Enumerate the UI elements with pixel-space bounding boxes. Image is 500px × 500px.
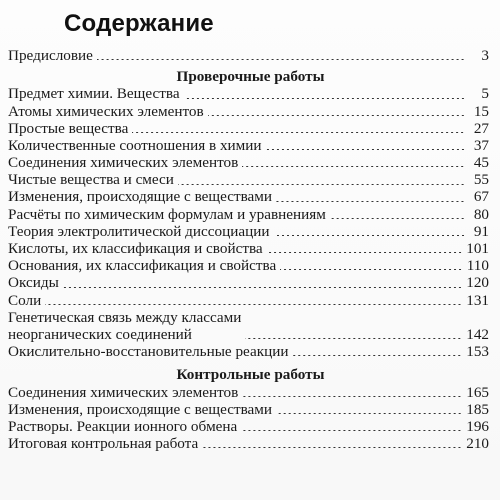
toc-entry-label-line: неорганических соединений bbox=[8, 326, 192, 343]
section-heading-tests: Проверочные работы bbox=[176, 68, 325, 86]
toc-entry[interactable] bbox=[8, 274, 489, 291]
toc-entry-label: Расчёты по химическим формулам и уравнениям bbox=[8, 205, 326, 223]
toc-entry-page: 165 bbox=[466, 383, 489, 401]
toc-entry-label: Чистые вещества и смеси bbox=[8, 171, 174, 189]
toc-entry[interactable] bbox=[8, 120, 489, 137]
table-of-contents bbox=[8, 47, 489, 452]
toc-entry-page: 80 bbox=[473, 205, 489, 223]
toc-entry-page: 131 bbox=[466, 291, 489, 309]
toc-entry[interactable] bbox=[8, 154, 489, 171]
toc-entry[interactable] bbox=[8, 85, 489, 102]
toc-entry-page: 27 bbox=[473, 119, 489, 137]
toc-entry[interactable] bbox=[8, 343, 489, 360]
toc-entry-label: Соединения химических элементов bbox=[8, 383, 239, 401]
toc-entry[interactable] bbox=[8, 206, 489, 223]
toc-entry[interactable] bbox=[8, 418, 489, 435]
toc-entry-label: Растворы. Реакции ионного обмена bbox=[8, 417, 238, 435]
leader-dots bbox=[245, 338, 462, 339]
leader-dots bbox=[63, 287, 462, 288]
leader-dots bbox=[97, 59, 465, 60]
toc-entry-page: 37 bbox=[473, 136, 489, 154]
toc-entry-page: 101 bbox=[466, 240, 489, 258]
leader-dots bbox=[184, 98, 465, 99]
toc-entry-page: 45 bbox=[473, 154, 489, 172]
toc-entry[interactable] bbox=[8, 384, 489, 401]
toc-entry-label: Кислоты, их классификация и свойства bbox=[8, 240, 263, 258]
toc-entry[interactable] bbox=[8, 257, 489, 274]
leader-dots bbox=[330, 218, 465, 219]
toc-entry-label: Теория электролитической диссоциации bbox=[8, 222, 270, 240]
leader-dots bbox=[292, 355, 462, 356]
leader-dots bbox=[242, 396, 462, 397]
leader-dots bbox=[132, 132, 465, 133]
toc-entry-page: 3 bbox=[481, 46, 489, 64]
leader-dots bbox=[280, 269, 463, 270]
leader-dots bbox=[202, 447, 462, 448]
toc-entry-page: 210 bbox=[466, 435, 489, 453]
toc-entry-label: Атомы химических элементов bbox=[8, 102, 204, 120]
toc-entry-page: 15 bbox=[473, 102, 489, 120]
toc-entry[interactable] bbox=[8, 292, 489, 309]
toc-entry[interactable] bbox=[8, 171, 489, 188]
toc-entry-page: 120 bbox=[466, 274, 489, 292]
toc-entry-page: 153 bbox=[466, 343, 489, 361]
toc-entry-page: 5 bbox=[481, 85, 489, 103]
toc-entry[interactable] bbox=[8, 137, 489, 154]
toc-entry-label: Оксиды bbox=[8, 274, 59, 292]
toc-entry-page: 196 bbox=[466, 417, 489, 435]
toc-entry-page: 110 bbox=[466, 257, 489, 275]
toc-entry-page: 142 bbox=[466, 326, 489, 343]
toc-entry-label: Соединения химических элементов bbox=[8, 154, 239, 172]
toc-entry-label: Окислительно-восстановительные реакции bbox=[8, 343, 289, 361]
toc-entry-label: Предисловие bbox=[8, 46, 93, 64]
leader-dots bbox=[266, 149, 465, 150]
toc-entry-label-line: Генетическая связь между классами bbox=[8, 308, 242, 326]
leader-dots bbox=[178, 184, 465, 185]
toc-entry[interactable] bbox=[8, 435, 489, 452]
leader-dots bbox=[276, 201, 465, 202]
section-heading-controls: Контрольные работы bbox=[176, 366, 325, 384]
toc-entry[interactable] bbox=[8, 189, 489, 206]
leader-dots bbox=[276, 413, 462, 414]
leader-dots bbox=[274, 235, 466, 236]
toc-entry-label: Изменения, происходящие с веществами bbox=[8, 188, 273, 206]
toc-entry-page: 91 bbox=[473, 222, 489, 240]
toc-entry-label: Количественные соотношения в химии bbox=[8, 136, 262, 154]
toc-entry-label: Предмет химии. Вещества bbox=[8, 85, 180, 103]
toc-entry-label: Соли bbox=[8, 291, 42, 309]
toc-entry-page: 55 bbox=[473, 171, 489, 189]
toc-entry-label: Изменения, происходящие с веществами bbox=[8, 400, 273, 418]
leader-dots bbox=[208, 115, 465, 116]
leader-dots bbox=[267, 252, 463, 253]
toc-entry-label bbox=[8, 309, 241, 343]
toc-entry[interactable] bbox=[8, 223, 489, 240]
toc-entry-label: Основания, их классификация и свойства bbox=[8, 257, 277, 275]
toc-entry-page: 67 bbox=[473, 188, 489, 206]
leader-dots bbox=[45, 304, 462, 305]
toc-entry[interactable] bbox=[8, 309, 489, 343]
leader-dots bbox=[242, 166, 465, 167]
toc-entry[interactable] bbox=[8, 103, 489, 120]
toc-entry[interactable] bbox=[8, 240, 489, 257]
page-title: Содержание bbox=[64, 10, 214, 37]
toc-entry-label: Итоговая контрольная работа bbox=[8, 435, 199, 453]
leader-dots bbox=[241, 430, 462, 431]
toc-entry[interactable] bbox=[8, 401, 489, 418]
toc-entry-page: 185 bbox=[466, 400, 489, 418]
toc-entry-label: Простые вещества bbox=[8, 119, 129, 137]
toc-entry-preface[interactable] bbox=[8, 47, 489, 64]
